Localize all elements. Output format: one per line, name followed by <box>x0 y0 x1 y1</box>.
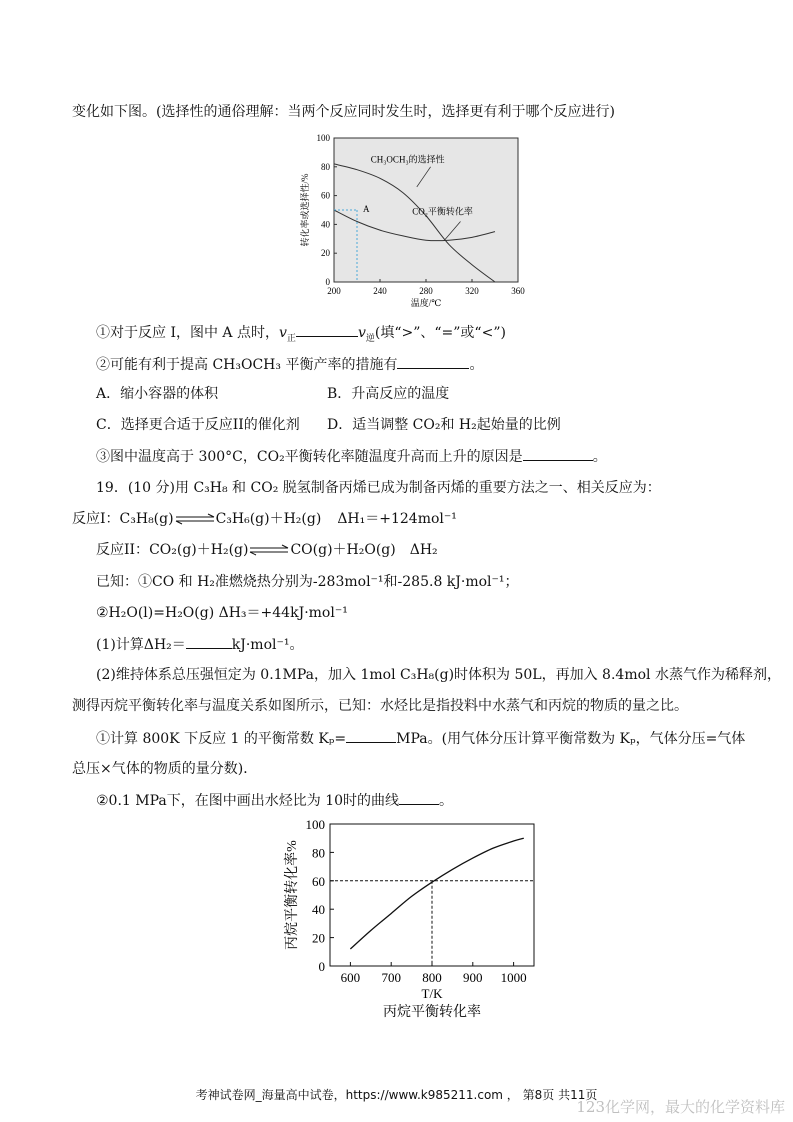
y-tick-label: 100 <box>316 133 330 143</box>
q19-reaction-2: 反应II：CO₂(g)＋H₂(g) CO(g)＋H₂O(g) ΔH₂ <box>96 542 438 558</box>
series-label-2: CO₂平衡转化率 <box>412 206 473 217</box>
q18-option-c: C．选择更合适于反应II的催化剂 <box>96 417 300 433</box>
q18-item3: ③图中温度高于 300°C，CO₂平衡转化率随温度升高而上升的原因是 。 <box>96 446 607 467</box>
equilibrium-arrow-icon <box>248 544 290 556</box>
y-axis-label: 转化率或选择性/% <box>300 173 310 247</box>
chart-selectivity-conversion <box>290 130 530 310</box>
equilibrium-arrow-icon <box>174 513 216 525</box>
q19-part-1: (1)计算ΔH₂＝ kJ·mol⁻¹。 <box>96 634 304 655</box>
q19-part-2-item-1-cont: 总压×气体的物质的量分数)． <box>72 761 258 777</box>
x-tick-label: 280 <box>419 286 433 296</box>
answer-blank-4[interactable] <box>186 634 232 649</box>
q18-item2: ②可能有利于提高 CH₃OCH₃ 平衡产率的措施有 。 <box>96 354 483 375</box>
q19-known-1: 已知：①CO 和 H₂准燃烧热分别为-283mol⁻¹和-285.8 kJ·mol⁻¹； <box>96 574 519 590</box>
y-tick-label: 100 <box>305 817 325 832</box>
page-footer: 考神试卷网_海量高中试卷，https://www.k985211.com ， 第8页 共11页 <box>195 1088 598 1102</box>
answer-blank-1[interactable] <box>296 322 358 337</box>
y-tick-label: 80 <box>321 161 330 172</box>
answer-blank-6[interactable] <box>399 790 439 805</box>
x-tick-label: 240 <box>373 286 387 296</box>
point-a-label: A <box>363 204 370 214</box>
y-tick-label: 20 <box>312 930 325 946</box>
y-tick-label: 20 <box>321 248 330 259</box>
answer-blank-5[interactable] <box>346 728 396 743</box>
watermark: 123化学网，最大的化学资料库 <box>576 1098 785 1116</box>
q19-part-2-item-1: ①计算 800K 下反应 1 的平衡常数 Kₚ= MPa。(用气体分压计算平衡常数为 Kₚ，气体分压=气体 <box>96 728 745 749</box>
x-tick-label: 1000 <box>500 970 527 985</box>
y-tick-label: 80 <box>312 845 325 861</box>
q19-known-2: ②H₂O(l)=H₂O(g) ΔH₃＝+44kJ·mol⁻¹ <box>96 605 348 621</box>
q19-reaction-1: 反应I：C₃H₈(g) C₃H₆(g)＋H₂(g) ΔH₁＝+124mol⁻¹ <box>72 511 457 527</box>
x-axis-label: T/K <box>421 986 443 1001</box>
y-axis-label: 丙烷平衡转化率% <box>285 840 300 950</box>
intro-text: 变化如下图。(选择性的通俗理解：当两个反应同时发生时，选择更有利于哪个反应进行) <box>72 104 615 120</box>
x-tick-label: 800 <box>422 970 442 985</box>
x-tick-label: 600 <box>340 970 361 985</box>
x-tick-label: 700 <box>381 970 401 985</box>
y-tick-label: 60 <box>321 190 330 201</box>
q18-option-b: B．升高反应的温度 <box>327 386 450 402</box>
series-line-1 <box>350 838 523 949</box>
q19-part-2-line-1: (2)维持体系总压强恒定为 0.1MPa，加入 1mol C₃H₈(g)时体积为 50L，再加入 8.4mol 水蒸气作为稀释剂， <box>96 667 781 683</box>
q18-option-a: A．缩小容器的体积 <box>96 386 219 402</box>
y-tick-label: 40 <box>312 902 325 918</box>
y-tick-label: 0 <box>325 277 330 287</box>
chart-propane-conversion <box>280 812 540 1027</box>
q19-head: 19．(10 分)用 C₃H₈ 和 CO₂ 脱氢制备丙烯已成为制备丙烯的重要方法之一、相关反应为： <box>96 480 661 496</box>
y-tick-label: 40 <box>321 219 330 230</box>
y-tick-label: 60 <box>312 873 325 889</box>
q18-option-d: D．适当调整 CO₂和 H₂起始量的比例 <box>327 417 561 433</box>
series-label-1: CH₃OCH₃的选择性 <box>370 154 445 165</box>
y-tick-label: 0 <box>318 959 325 974</box>
chart-title: 丙烷平衡转化率 <box>383 1005 481 1020</box>
answer-blank-2[interactable] <box>397 354 469 369</box>
x-tick-label: 200 <box>327 286 341 296</box>
q18-item1: ①对于反应 I，图中 A 点时，$v_正$ $v_逆$(填“>”、“=”或“<”) <box>96 322 506 349</box>
q19-part-2-line-2: 测得丙烷平衡转化率与温度关系如图所示，已知：水烃比是指投料中水蒸气和丙烷的物质的量之比。 <box>72 698 688 714</box>
x-tick-label: 900 <box>463 970 483 985</box>
x-tick-label: 320 <box>465 286 479 296</box>
q19-part-2-item-2: ②0.1 MPa下，在图中画出水烃比为 10时的曲线 。 <box>96 790 453 811</box>
plot-frame <box>330 824 534 966</box>
x-tick-label: 360 <box>511 286 525 296</box>
answer-blank-3[interactable] <box>523 446 593 461</box>
x-axis-label: 温度/℃ <box>410 298 442 308</box>
